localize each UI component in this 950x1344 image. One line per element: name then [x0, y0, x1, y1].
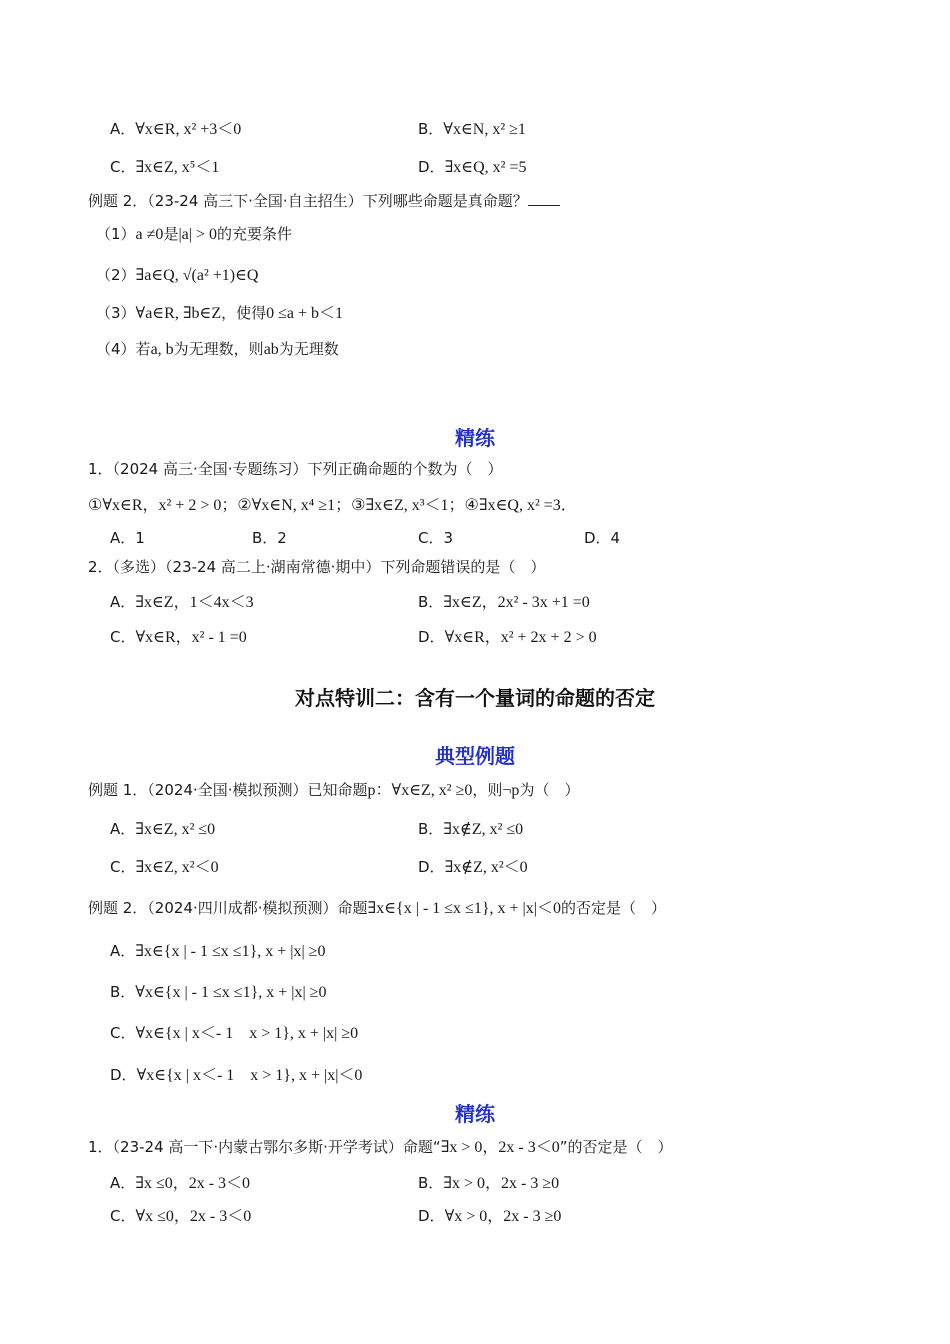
example2-item-3: （3）∀a∈R, ∃b∈Z，使得0 ≤a + b＜1	[96, 304, 344, 322]
practice1-q2-option-c: C．∀x∈R，x² - 1 =0	[110, 628, 247, 646]
section2-ex2-title: 例题 2．（2024·四川成都·模拟预测）命题∃x∈{x | - 1 ≤x ≤1}, x + |x|＜0的否定是（ ）	[88, 899, 666, 917]
section2-ex2-option-a: A．∃x∈{x | - 1 ≤x ≤1}, x + |x| ≥0	[110, 942, 326, 960]
section2-ex1-option-c: C．∃x∈Z, x²＜0	[110, 858, 219, 876]
example2-title: 例题 2．（23-24 高三下·全国·自主招生）下列哪些命题是真命题？	[88, 189, 560, 212]
option-a: A．∀x∈R, x² +3＜0	[110, 120, 242, 138]
section2-p1-title: 1．（23-24 高一下·内蒙古鄂尔多斯·开学考试）命题“∃x > 0，2x - 3＜0”的否定是（ ）	[88, 1138, 673, 1156]
section2-p1-option-c: C．∀x ≤0，2x - 3＜0	[110, 1207, 252, 1225]
option-b: B．∀x∈N, x² ≥1	[418, 120, 526, 138]
practice1-q1-title: 1．（2024 高三·全国·专题练习）下列正确命题的个数为（ ）	[88, 460, 503, 478]
practice-heading-1: 精练	[455, 426, 495, 450]
practice1-q2-option-b: B．∃x∈Z，2x² - 3x +1 =0	[418, 593, 590, 611]
section2-ex1-title: 例题 1．（2024·全国·模拟预测）已知命题p：∀x∈Z, x² ≥0，则¬p为（ ）	[88, 781, 580, 799]
example2-item-1: （1）a ≠0是|a| > 0的充要条件	[96, 225, 292, 243]
practice1-q2-option-a: A．∃x∈Z，1＜4x＜3	[110, 593, 254, 611]
section2-ex1-option-a: A．∃x∈Z, x² ≤0	[110, 820, 216, 838]
section2-p1-option-a: A．∃x ≤0，2x - 3＜0	[110, 1174, 251, 1192]
practice-heading-2: 精练	[455, 1102, 495, 1126]
section2-ex1-option-b: B．∃x∉Z, x² ≤0	[418, 820, 524, 838]
practice1-q1-option-c: C．3	[418, 529, 454, 547]
typical-examples-heading: 典型例题	[435, 744, 515, 768]
answer-blank	[528, 189, 560, 206]
section2-ex1-option-d: D．∃x∉Z, x²＜0	[418, 858, 528, 876]
option-c: C．∃x∈Z, x⁵＜1	[110, 158, 220, 176]
practice1-q1-option-a: A．1	[110, 529, 145, 547]
section2-ex2-option-b: B．∀x∈{x | - 1 ≤x ≤1}, x + |x| ≥0	[110, 983, 327, 1001]
practice1-q1-statement: ①∀x∈R，x² + 2 > 0；②∀x∈N, x⁴ ≥1；③∃x∈Z, x³＜1；④∃x∈Q, x² =3．	[88, 497, 577, 514]
practice1-q2-title: 2．（多选）（23-24 高二上·湖南常德·期中）下列命题错误的是（ ）	[88, 558, 546, 576]
section2-p1-option-d: D．∀x > 0，2x - 3 ≥0	[418, 1207, 562, 1225]
practice1-q1-option-d: D．4	[584, 529, 621, 547]
section2-ex2-option-c: C．∀x∈{x | x＜- 1 x > 1}, x + |x| ≥0	[110, 1024, 359, 1042]
section2-p1-option-b: B．∃x > 0，2x - 3 ≥0	[418, 1174, 560, 1192]
practice1-q2-option-d: D．∀x∈R，x² + 2x + 2 > 0	[418, 628, 597, 646]
example2-item-2: （2）∃a∈Q, √(a² +1)∈Q	[96, 266, 259, 284]
practice1-q1-option-b: B．2	[252, 529, 287, 547]
option-d: D．∃x∈Q, x² =5	[418, 158, 527, 176]
example2-item-4: （4）若a, b为无理数，则ab为无理数	[96, 340, 339, 358]
section2-title: 对点特训二：含有一个量词的命题的否定	[295, 686, 655, 710]
section2-ex2-option-d: D．∀x∈{x | x＜- 1 x > 1}, x + |x|＜0	[110, 1066, 363, 1084]
